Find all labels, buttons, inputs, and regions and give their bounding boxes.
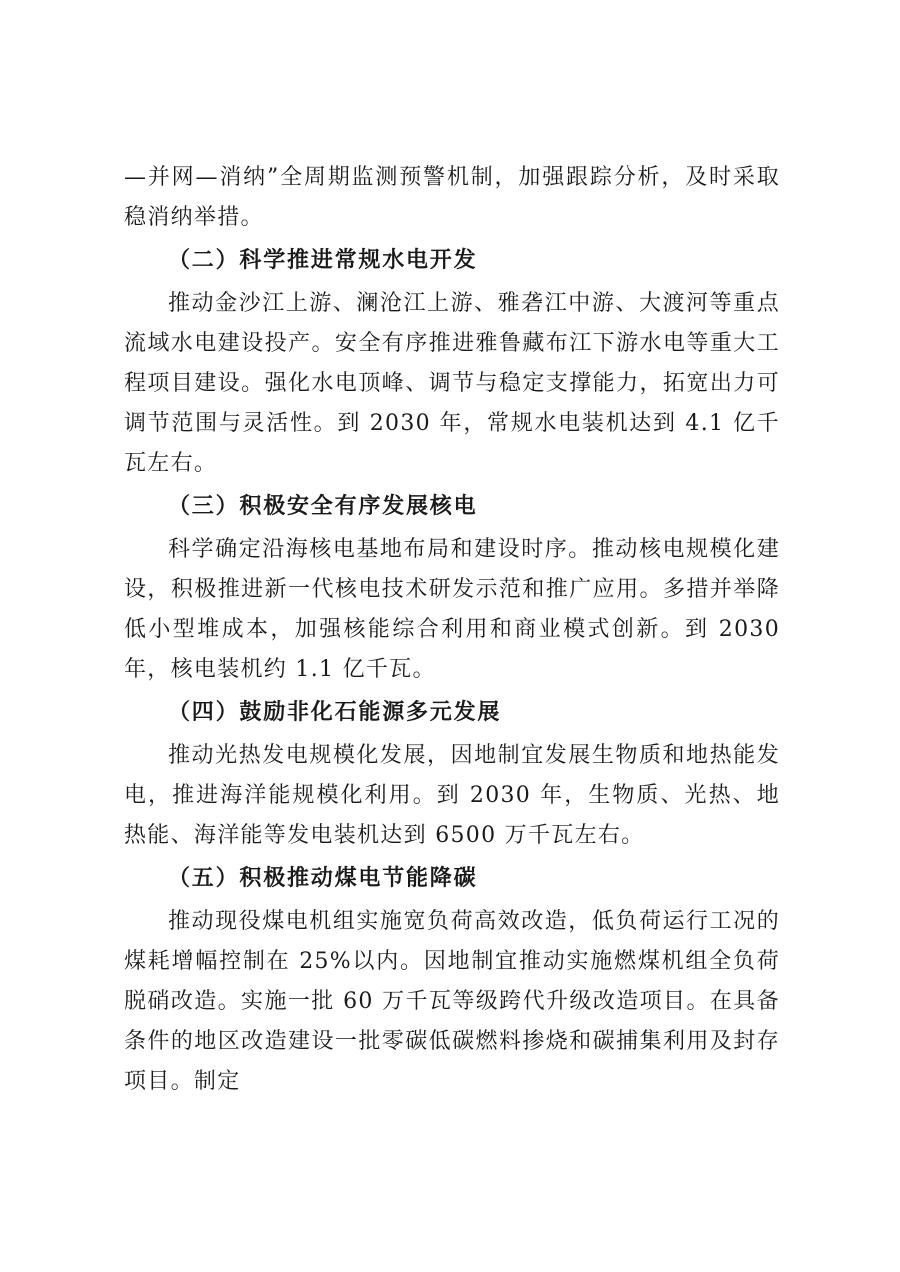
section-heading-coal-power: （五）积极推动煤电节能降碳 — [168, 866, 478, 891]
paragraph-coal-power: 推动现役煤电机组实施宽负荷高效改造，低负荷运行工况的煤耗增幅控制在 25%以内。因地制宜推动实施燃煤机组全负荷脱硝改造。实施一批 60 万千瓦等级跨代升级改造项目。在具备条件的地区改造建设一批零碳低碳燃料掺烧和碳捕集利用及封存项目。制定 — [124, 909, 780, 1094]
continued-paragraph: —并网—消纳”全周期监测预警机制，加强跟踪分析，及时采取稳消纳举措。 — [124, 165, 780, 230]
section-heading-non-fossil: （四）鼓励非化石能源多元发展 — [168, 700, 502, 725]
section-heading-nuclear: （三）积极安全有序发展核电 — [168, 494, 478, 519]
paragraph-hydropower: 推动金沙江上游、澜沧江上游、雅砻江中游、大渡河等重点流域水电建设投产。安全有序推进雅鲁藏布江下游水电等重大工程项目建设。强化水电顶峰、调节与稳定支撑能力，拓宽出力可调节范围与灵活性。到 2030 年，常规水电装机达到 4.1 亿千瓦左右。 — [124, 291, 780, 476]
document-body — [124, 158, 780, 1105]
paragraph-non-fossil: 推动光热发电规模化发展，因地制宜发展生物质和地热能发电，推进海洋能规模化利用。到 2030 年，生物质、光热、地热能、海洋能等发电装机达到 6500 万千瓦左右。 — [124, 743, 780, 848]
paragraph-nuclear: 科学确定沿海核电基地布局和建设时序。推动核电规模化建设，积极推进新一代核电技术研发示范和推广应用。多措并举降低小型堆成本，加强核能综合利用和商业模式创新。到 2030 年，核电装机约 1.1 亿千瓦。 — [124, 537, 780, 682]
section-heading-hydropower: （二）科学推进常规水电开发 — [168, 248, 478, 273]
